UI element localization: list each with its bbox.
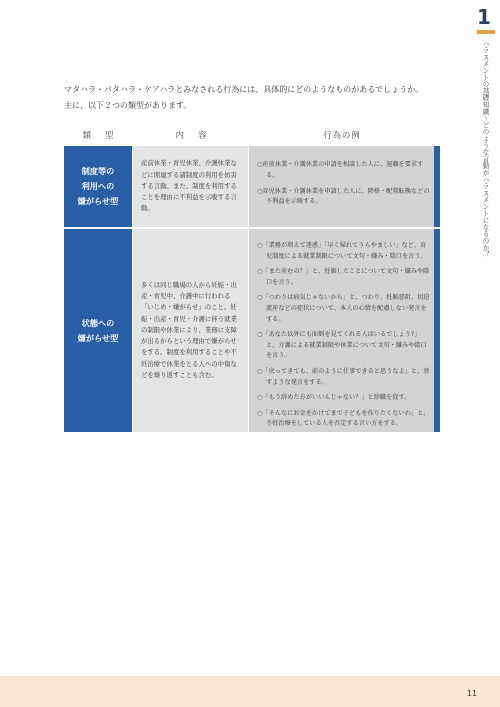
chapter-number: 1 (477, 5, 491, 29)
example-item: ○「業務が増えて迷惑」「早く帰れてうらやましい」など、育児制度による就業制限について文句・嫌み・陰口を言う。 (257, 242, 427, 260)
row-accent-bar (434, 146, 440, 227)
column-header-type: 類型 (82, 130, 128, 140)
intro-line-1: マタハラ・パタハラ・ケアハラとみなされる行為には、具体的にどのようなものがあるでしょうか。 (64, 85, 424, 94)
examples-cell (249, 146, 434, 227)
example-item: ○「もう辞めた方がいいんじゃない？」と辞職を促す。 (257, 394, 411, 402)
example-item: ○産前休業・介護休業の申請を相談した人に、退職を要求する。 (257, 161, 424, 179)
harassment-type-table (64, 146, 440, 432)
example-item: ○「つわりは病気じゃないから」と、つわり、妊娠悪阻、切迫流産などの症状について、本人の心情を配慮しない発言をする。 (257, 294, 430, 323)
chapter-marker (474, 6, 494, 28)
example-item: ○「あなた以外にも面倒を見てくれる人はいるでしょう?」と、介護による就業制限や休業について文句・嫌みや陰口を言う。 (257, 331, 427, 360)
type-label-line: 状態への (81, 317, 115, 328)
intro-line-2: 主に、以下２つの類型があります。 (64, 101, 192, 110)
column-header-examples: 行為の例 (323, 130, 361, 140)
example-item: ○「また産むの？」と、妊娠したことについて文句・嫌みや陰口を言う。 (257, 268, 430, 286)
intro-text (64, 82, 454, 114)
chapter-accent-bar (477, 30, 495, 34)
table-row (64, 146, 440, 227)
chapter-title: ハラスメントの基礎知識〜どのような言動がハラスメントになるのか？ (481, 40, 489, 258)
content-cell (133, 229, 248, 432)
type-cell (64, 229, 132, 432)
type-label-line: 嫌がらせ型 (77, 196, 119, 206)
content-cell (133, 146, 248, 227)
type-cell (64, 146, 132, 227)
type-label-line: 制度等の (81, 166, 115, 176)
example-item: ○「戻ってきても、前のように仕事できると思うなよ」と、脅すような発言をする。 (257, 367, 430, 386)
footer-band (0, 676, 500, 707)
example-item: ○「そんなにお金をかけてまで子どもを作りたくないわ」と、不妊治療をしている人を否定する言い方をする。 (257, 409, 430, 428)
examples-cell (249, 229, 434, 432)
content-text: 産前休業・育児休業、介護休業などに関連する諸制度の利用を妨害する言動。また、制度を利用することを理由に不利益を示唆する言動。 (141, 159, 237, 213)
table-row (64, 229, 440, 432)
row-accent-bar (434, 229, 440, 432)
type-label-line: 利用への (81, 181, 115, 191)
column-header-content: 内容 (175, 130, 221, 140)
page-number: 11 (466, 689, 478, 698)
content-text: 多くは同じ職場の人から妊娠・出産・育児中、介護中に行われる「いじめ・嫌がらせ」のこと。妊娠・出産・育児・介護に伴う就業の制限や休業により、業務に支障が出るからという理由で嫌がらせをする。制度を利用することや不妊治療で休業をとる人への中傷などを繰り返すことも含む。 (141, 281, 237, 379)
example-item: ○育児休業・介護休業を申請した人に、降格・配置転換などの不利益を示唆する。 (257, 187, 430, 206)
type-label-line: 嫌がらせ型 (77, 332, 119, 343)
